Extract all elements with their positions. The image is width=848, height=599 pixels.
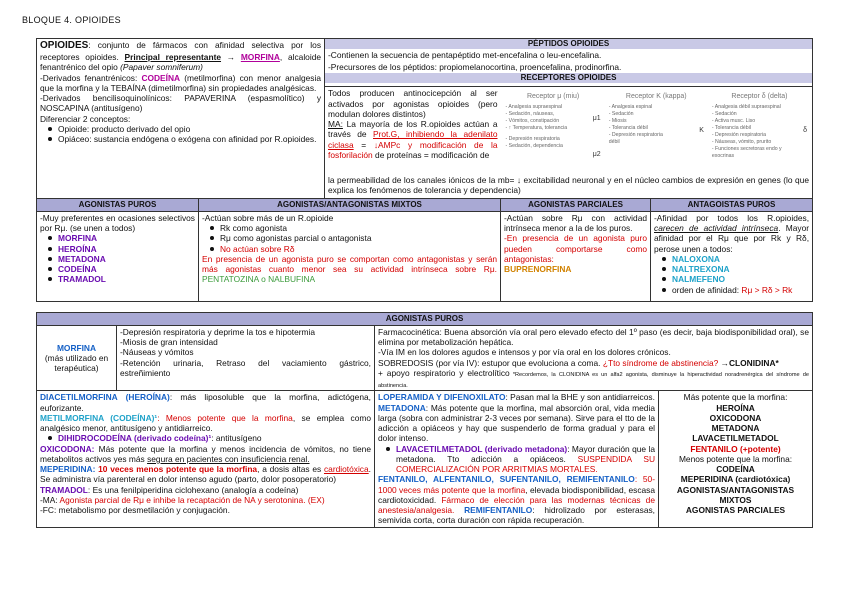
list-item: débil — [608, 139, 620, 145]
fentanilo-red: : 50-1000 veces más potente que la morfina — [378, 474, 656, 495]
header-agonistas-puros: AGONISTAS PUROS — [37, 199, 199, 212]
receptor-delta — [712, 92, 807, 162]
mixtos-p2: PENTATOZINA o NALBUFINA — [202, 274, 316, 285]
column-1-cell — [37, 391, 375, 527]
tramadol-text: : Es una fenilpiperidina ciclohexano (analogía a codeína) — [87, 484, 299, 495]
list-item: CODEÍNA — [716, 464, 755, 475]
opioides-intro: : conjunto de fármacos con afinidad selectiva por los receptores opioides. — [40, 40, 322, 63]
tramadol-title: TRAMADOL — [40, 484, 88, 495]
list-item: HEROÍNA — [40, 244, 195, 254]
list-item: exocrinas — [711, 153, 735, 160]
list-item: - Tolerancia débil — [711, 124, 751, 131]
receptores-title: RECEPTORES OPIOIDES — [325, 73, 812, 83]
codeina-title: METILMORFINA (CODEÍNA)¹ — [40, 412, 158, 423]
receptores-p1: Todos producen antinocicepción al ser activados por agonistas opioides (pero modulan dolores distintos) — [328, 88, 498, 119]
list-item: - ↑ Temperatura, tolerancia — [505, 124, 568, 131]
antagonistas-list — [654, 254, 809, 295]
list-item — [40, 433, 371, 443]
ma-label: MA: — [328, 119, 343, 130]
remifentanilo-text: : hidrolizado por esterasas, semivida corta, corta duración con rápida recuperación. — [378, 505, 655, 526]
principal-value: MORFINA — [240, 52, 280, 63]
orden-value: Rμ > Rδ > Rk — [741, 284, 793, 295]
list-item — [378, 444, 655, 475]
receptor-delta-title: Receptor δ (delta) — [731, 93, 788, 101]
opioides-table — [36, 38, 813, 302]
agonistas-puros-table — [36, 312, 813, 528]
list-item: - Tolerancia débil — [608, 124, 648, 131]
mixtos-p1: En presencia de un agonista puro se comportan como antagonistas y serán más agonistas cuanto menor sea su actividad intrínseca sobre Rμ. — [202, 253, 498, 274]
list-item: - Sedación — [608, 110, 634, 117]
diferenciar-text: Diferenciar 2 conceptos: — [40, 113, 131, 124]
list-item: MORFINA — [40, 233, 195, 243]
oxicodona-underline: segura en pacientes con insuficiencia renal. — [147, 453, 310, 464]
ma-red: Agonista parcial de Rμ e inhibe la recaptación de NA y serotonina. (EX) — [59, 494, 325, 505]
list-item: NALMEFENO — [654, 274, 809, 284]
list-item: - Sedación, náuseas, — [505, 110, 555, 117]
receptor-kappa-title: Receptor K (kappa) — [625, 93, 687, 101]
kappa-label: K — [699, 127, 704, 135]
mixtos-cell — [199, 211, 501, 301]
dihidro-text: : antitusígeno — [211, 433, 262, 444]
farmacocinetica-cell — [375, 325, 813, 391]
fentanilo-text: , elevada biodisponibilidad, escasa cardiotoxicidad. — [378, 484, 656, 505]
parciales-cell — [501, 211, 651, 301]
dihidro-title: DIHIDROCODEÍNA (derivado codeína)¹ — [58, 433, 212, 444]
list-item: -Depresión respiratoria y deprime la tos e hipotermia — [120, 326, 316, 337]
parciales-p1: -Actúan sobre Rμ con actividad intrínseca menor a la de los puros. — [504, 212, 648, 233]
codeina-text: , se emplea como analgésico menor, antitusígeno y antidiarreico. — [40, 412, 372, 434]
list-item: - Náuseas, vómito, prurito — [711, 139, 772, 145]
receptores-full-cell: la permeabilidad de los canales iónicos de la mb= ↓ excitabilidad neuronal y en el núcleo cambios de expresión en genes (lo que explica los fenómenos de tolerancia y dependencia) — [325, 174, 813, 199]
list-item: -Miosis de gran intensidad — [120, 337, 218, 347]
fenantrenicos-text: (metilmorfina) con menor analgesia que la morfina y la TEBAÍNA (dimetilmorfina) sin propiedades analgésicas. — [40, 72, 322, 93]
ant-text-2: . Mayor afinidad por el Rμ que por Rk y Rδ, perose unen a todos: — [654, 223, 810, 254]
alkaloid-text: , alcaloide fenantrénico del opio — [40, 52, 322, 73]
page-title: BLOQUE 4. OPIOIDES — [22, 15, 121, 25]
mixtos-text: -Actúan sobre más de un R.opioide — [202, 212, 334, 223]
ant-text-1b: carecen de actividad intrínseca — [654, 223, 779, 233]
receptores-text-cell — [325, 87, 501, 174]
list-item: -Retención urinaria, Retraso del vaciamiento gástrico, estreñimiento — [120, 357, 371, 378]
morfina-title: MORFINA — [56, 342, 97, 353]
peptidos-title: PÉPTIDOS OPIOIDES — [325, 39, 812, 49]
list-item: - Depresión respiratoria — [711, 131, 767, 138]
mixtos-list — [202, 223, 497, 254]
lav-text: : Mayor duración que la metadona. Tto adicción a opiáceos. — [396, 443, 655, 464]
morfina-cell — [37, 325, 117, 391]
list-item: NALTREXONA — [654, 264, 809, 274]
mas-potente-label: Más potente que la morfina: — [683, 392, 788, 403]
farma-text: Farmacocinética: Buena absorción vía oral pero elevado efecto del 1º paso (es decir, baja biodisponibilidad oral), se elimina por metabolización hepática. — [378, 326, 810, 347]
metadona-text: : Más potente que la morfina, mal absorción oral, vida media larga (sobra con administrar 2-3 veces por semana). Sirve para el tto de la adicción a opiáceos y hay que suspenderlo de forma gradual y para el dolor intenso. — [378, 402, 655, 444]
list-item: - Analgesia débil supraespinal — [711, 103, 781, 110]
list-item: - Analgesia supraespinal — [505, 103, 563, 110]
parciales-p3: BUPRENORFINA — [504, 264, 572, 274]
header-mixtos: AGONISTAS/ANTAGONISTAS MIXTOS — [199, 199, 501, 212]
mu2-label: μ2 — [592, 151, 601, 159]
oxicodona-text: Más potente que la morfina y menos incidencia de vómitos, no tiene metabolitos activos yes más — [40, 443, 371, 464]
list-item: - Vómitos, constipación — [505, 117, 560, 124]
receptor-mu — [506, 92, 601, 162]
delta-label: δ — [803, 127, 808, 135]
lav-title: LAVACETILMETADOL (derivado metadona) — [396, 443, 568, 454]
list-item: - Depresión respiratoria — [608, 131, 663, 138]
puros-text: -Muy preferentes en ocasiones selectivos por Rμ. (se unen a todos) — [40, 212, 195, 233]
list-item: MEPERIDINA (cardiotóxica) — [680, 474, 791, 485]
concepts-list — [40, 124, 321, 145]
meperidina-underline: cardiotóxica — [323, 464, 369, 475]
equals: = — [353, 139, 374, 150]
list-item: NALOXONA — [654, 254, 809, 264]
peptidos-cell — [325, 39, 813, 87]
peptidos-l1: -Contienen la secuencia de pentapéptido met-encefalina o leu-encefalina. — [328, 49, 602, 60]
list-item: - Activa musc. Liso — [711, 117, 756, 124]
orden-label: orden de afinidad: — [672, 284, 742, 295]
list-item: TRAMADOL — [40, 274, 195, 284]
list-item: Opioide: producto derivado del opio — [40, 124, 321, 134]
lav-red: SUSPENDIDA SU COMERCIALIZACIÓN POR ARRITMIAS MORTALES. — [396, 453, 655, 475]
list-item: METADONA — [40, 254, 195, 264]
heroina-text: : más liposoluble que la morfina, adictógena, euforizante. — [40, 392, 371, 413]
column-2-cell — [375, 391, 659, 527]
meperidina-red: 10 veces menos potente que la morfina — [95, 464, 258, 475]
meperidina-text-2: . Se administra vía parenteral en dolor intenso agudo (parto, dolor posoperatorio) — [40, 464, 371, 485]
opioides-title: OPIOIDES — [40, 40, 89, 51]
ma-label: -MA: — [40, 494, 60, 505]
sobredosis-text: SOBREDOSIS (por vía IV): estupor que evoluciona a coma. — [378, 357, 603, 368]
list-item: METADONA — [711, 423, 760, 434]
receptor-kappa — [609, 92, 704, 162]
list-item: CODEÍNA — [40, 264, 195, 274]
list-item — [654, 285, 809, 295]
list-item: - Funciones secretoras endo y — [711, 146, 782, 153]
parciales-p2: -En presencia de un agonista puro pueden comportarse como antagonistas: — [504, 233, 648, 264]
list-item: - Analgesia espinal — [608, 103, 653, 110]
heroina-title: DIACETILMORFINA (HEROÍNA) — [40, 392, 170, 403]
oxicodona-title: OXICODONA: — [40, 443, 95, 454]
header-parciales: AGONISTAS PARCIALES — [501, 199, 651, 212]
metadona-title: METADONA — [378, 402, 426, 413]
apoyo-note: *Recordemos, la CLONIDINA es un alfa2 agonista, disminuye la hiperactividad noradrenérgica del síndrome de abstinencia. — [378, 371, 809, 389]
list-item: AGONISTAS/ANTAGONISTAS MIXTOS — [676, 484, 795, 505]
loperamida-text: : Pasan mal la BHE y son antidiarreicos. — [505, 392, 655, 403]
codeina-text: CODEÍNA — [141, 72, 181, 83]
codeina-red: : Menos potente que la morfina — [157, 412, 293, 423]
receptor-mu-title: Receptor μ (miu) — [526, 93, 580, 101]
meperidina-title: MEPERIDINA: — [40, 464, 96, 475]
fc-text: -FC: metabolismo por desmetilación y conjugación. — [40, 505, 230, 516]
morfina-sub: (más utilizado en terapéutica) — [44, 352, 109, 374]
apoyo-text: + apoyo respiratorio y electrolítico — [378, 367, 510, 378]
loperamida-title: LOPERAMIDA Y DIFENOXILATO — [378, 392, 506, 403]
antagonistas-cell — [651, 211, 813, 301]
receptors-figure — [504, 88, 810, 166]
receptores-figure-cell — [501, 87, 813, 174]
ampc-text: ↓AMPc y modificación de la fosforilación — [328, 139, 498, 160]
list-item: - Miosis — [608, 117, 627, 124]
ma-text: La mayoría de los R.opioides actúan a través de — [328, 119, 498, 140]
list-item: - Depresión respiratoria — [505, 135, 560, 142]
list-item: - Sedación — [711, 110, 737, 117]
viaim-text: -Vía IM en los dolores agudos e intensos y por vía oral en los dolores crónicos. — [378, 347, 671, 358]
list-item: HEROÍNA — [716, 402, 755, 413]
clonidina-text: →CLONIDINA* — [718, 357, 779, 368]
principal-label: Principal representante — [124, 52, 222, 63]
arrow: → — [221, 52, 241, 63]
efectos-cell — [117, 325, 375, 391]
bencilisoquinolinicos-text: -Derivados bencilisoquinolínicos: PAPAVERINA (espasmolítico) y NOSCAPINA (antitusígeno) — [40, 93, 322, 114]
remifentanilo-title: REMIFENTANILO — [454, 505, 533, 516]
meperidina-text: , a dosis altas es — [257, 464, 324, 475]
header-antagonistas: ANTAGOISTAS PUROS — [651, 199, 813, 212]
list-item: -Náuseas y vómitos — [120, 347, 194, 358]
ma-text-2: de proteínas = modificación de — [372, 149, 490, 160]
list-item: No actúan sobre Rδ — [202, 244, 497, 254]
list-item: AGONISTAS PARCIALES — [685, 505, 786, 516]
list-item: - Sedación, dependencia — [505, 143, 563, 149]
section-title: AGONISTAS PUROS — [37, 313, 813, 326]
fentanilo-eleccion: Fármaco de elección para las modernas técnicas de anestesia/analgesia. — [378, 494, 655, 516]
opioides-cell — [37, 39, 325, 199]
alkaloid-species: (Papaver somniferum) — [120, 62, 203, 73]
abstinencia-text: ¿Tto síndrome de abstinencia? — [602, 357, 719, 368]
list-item: Opiáceo: sustancia endógena o exógena con afinidad por R.opioides. — [40, 134, 321, 144]
peptidos-l2: -Precursores de los péptidos: propiomelanocortina, proencefalina, prodinorfina. — [328, 62, 622, 72]
ant-text-1: -Afinidad por todos los R.opioides, — [654, 212, 810, 223]
menos-potente-label: Menos potente que la morfina: — [678, 453, 793, 464]
puros-list — [40, 233, 195, 284]
list-item: Rμ como agonistas parcial o antagonista — [202, 233, 497, 243]
list-item: OXICODONA — [709, 412, 762, 423]
fentanilo-title: FENTANILO, ALFENTANILO, SUFENTANILO, REMIFENTANILO — [378, 474, 635, 485]
fentanilo-potente: FENTANILO (+potente) — [690, 443, 781, 454]
fenantrenicos-label: -Derivados fenantrénicos: — [40, 72, 142, 83]
list-item: LAVACETILMETADOL — [692, 433, 779, 444]
mu1-label: μ1 — [592, 115, 601, 123]
prot-g-text: Prot.G, inhibiendo la adenilato ciclasa — [328, 129, 498, 150]
agonistas-puros-cell — [37, 211, 199, 301]
list-item: Rk como agonista — [202, 223, 497, 233]
column-3-cell — [659, 391, 813, 527]
